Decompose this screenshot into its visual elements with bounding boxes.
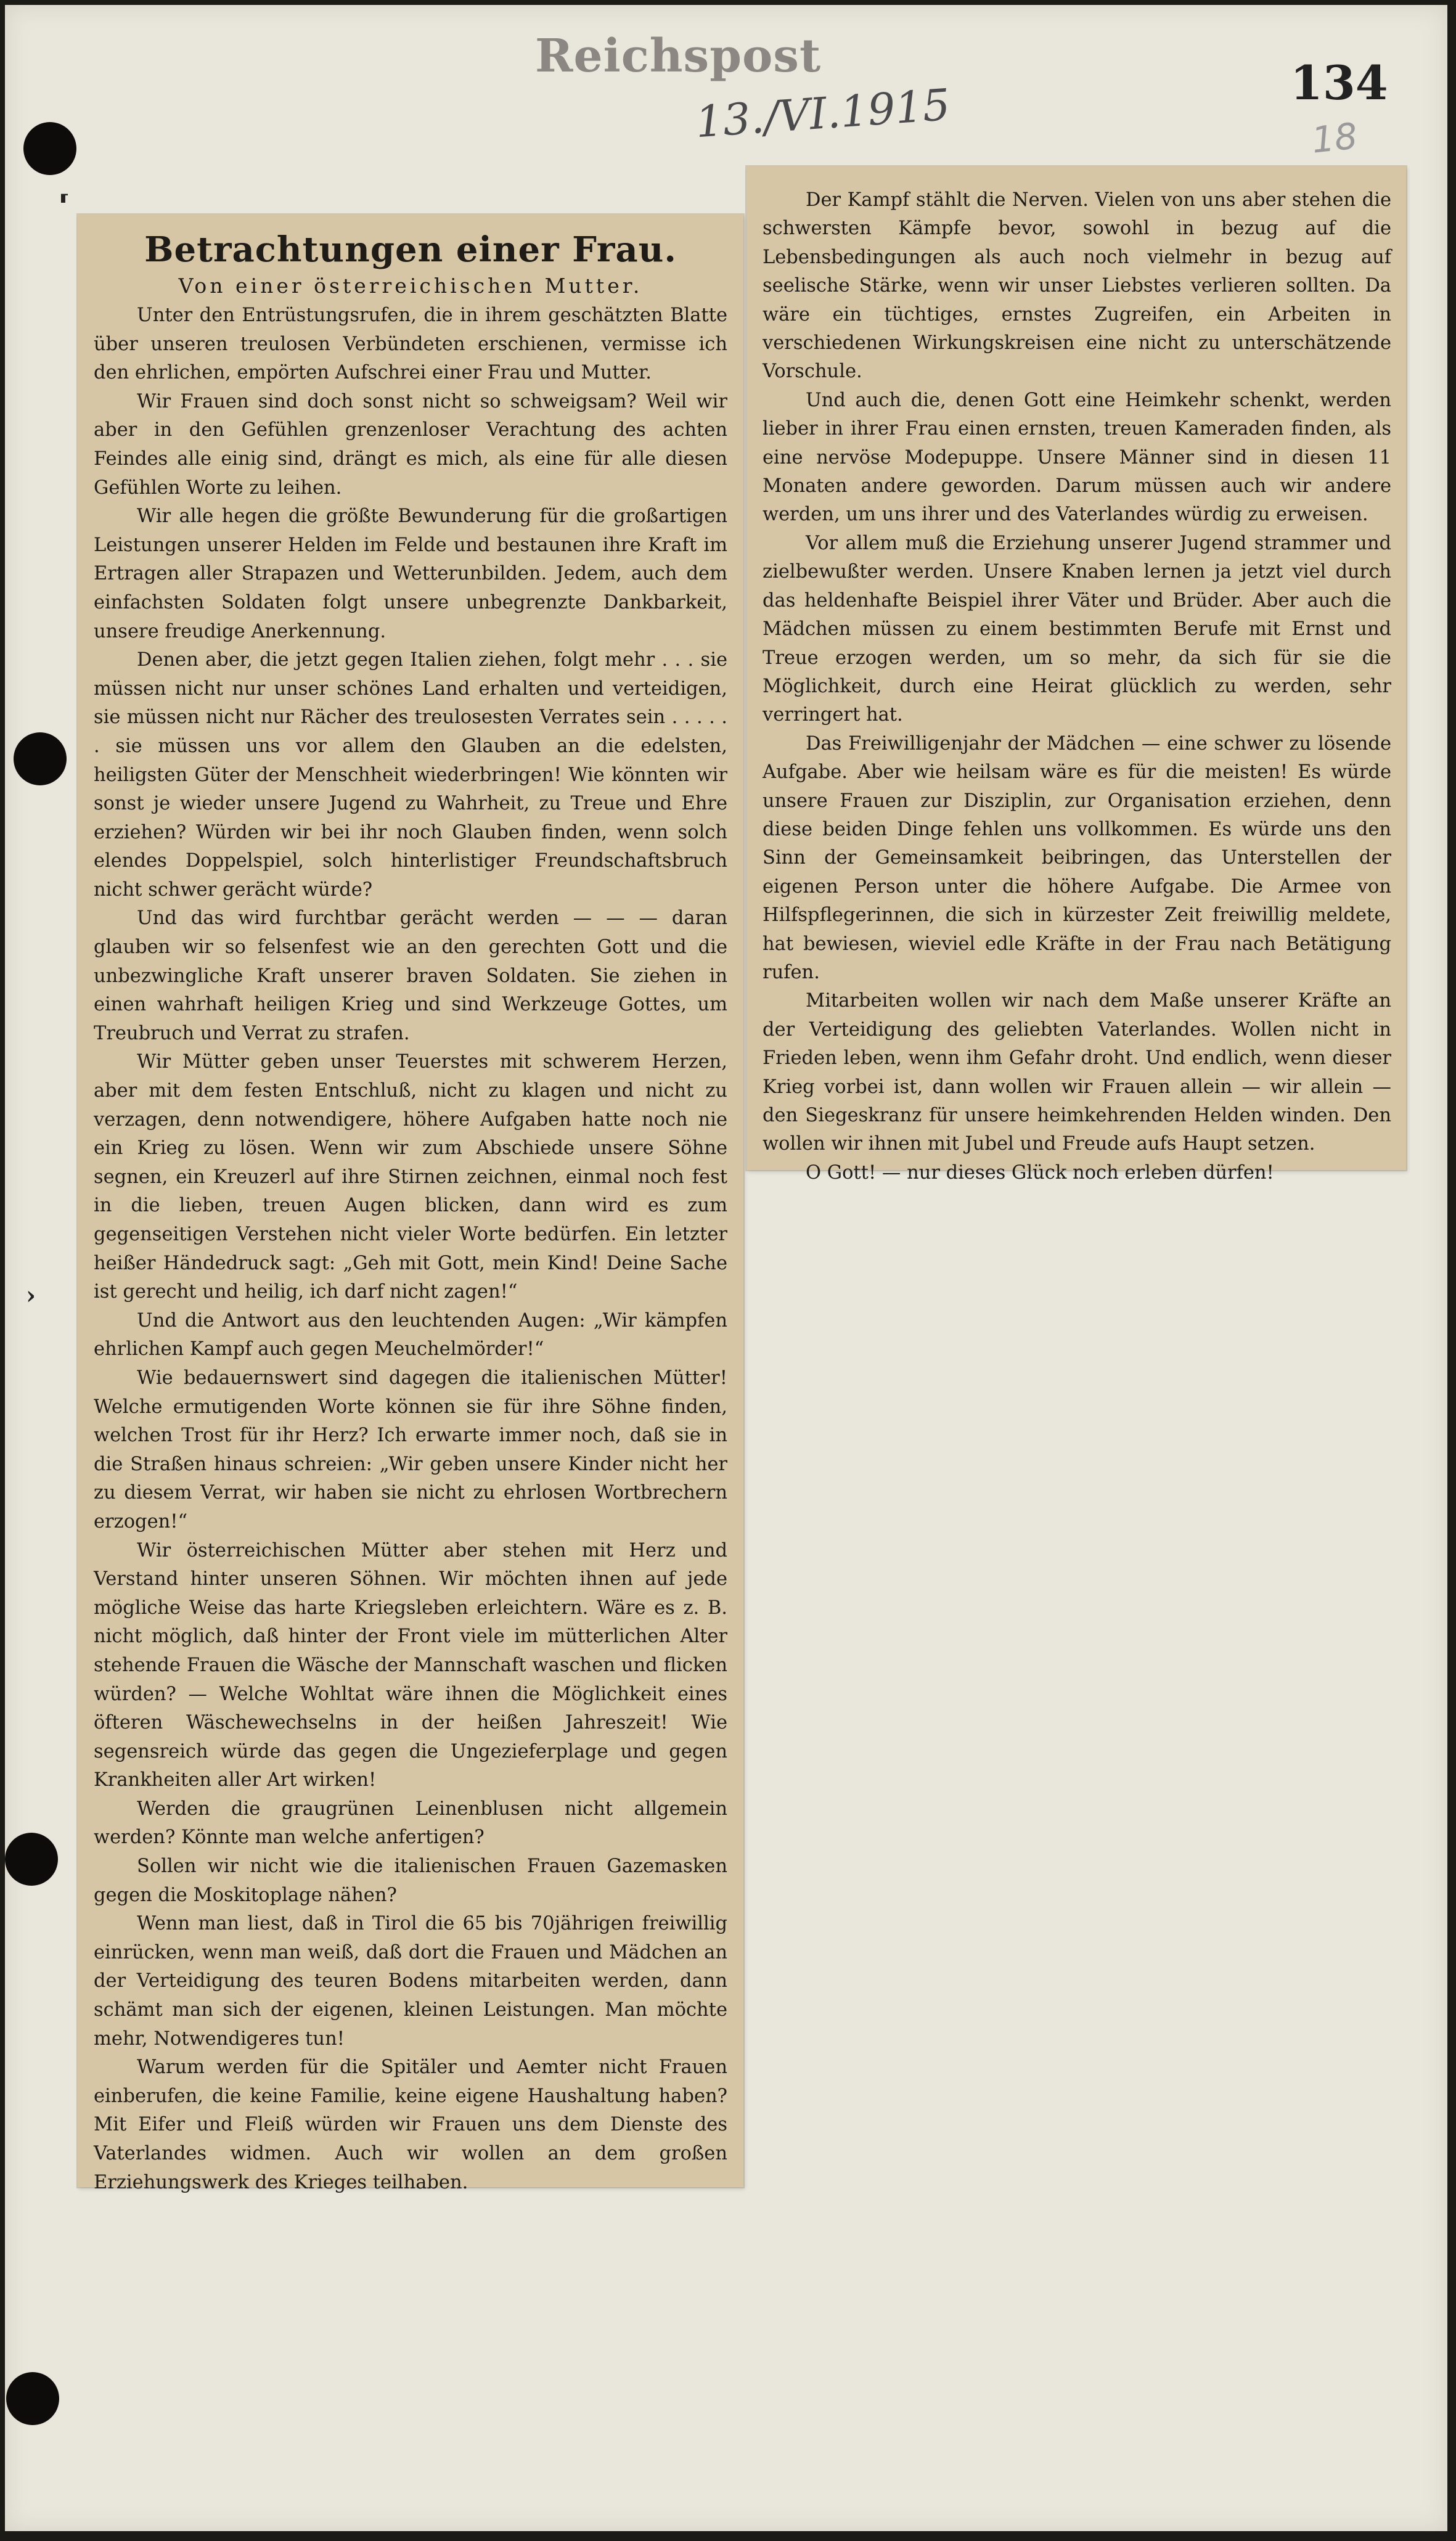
- paragraph: Wenn man liest, daß in Tirol die 65 bis 70jährigen freiwillig einrücken, wenn man weiß, daß dort die Frauen und Mädchen an der Verteidigung des teuren Bodens mitarbeiten werden, dann schämt man sich der eigenen, kleinen Leistungen. Man möchte mehr, Notwendigeres tun!: [94, 1913, 727, 2050]
- paragraph: Wie bedauernswert sind dagegen die italienischen Mütter! Welche ermutigenden Worte können sie für ihre Söhne finden, welchen Trost für ihr Herz? Ich erwarte immer noch, daß sie in die Straßen hinaus schreien: „Wir geben unsere Kinder nicht her zu diesem Verrat, wir haben sie nicht zu ehrlosen Wortbrechern erzogen!“: [94, 1367, 727, 1532]
- left-edge-mark: ⸢: [58, 190, 70, 219]
- page-number: 134: [1290, 55, 1388, 110]
- pencil-number: 18: [1309, 115, 1360, 162]
- paragraph: Und das wird furchtbar gerächt werden — — — daran glauben wir so felsenfest wie an den gerechten Gott und die unbezwingliche Kraft unserer braven Soldaten. Sie ziehen in einen wahrhaft heiligen Krieg und sind Werkzeuge Gottes, um Treubruch und Verrat zu strafen.: [94, 907, 727, 1044]
- paragraph: Wir alle hegen die größte Bewunderung für die großartigen Leistungen unserer Helden im Felde und bestaunen ihre Kraft im Ertragen aller Strapazen und Wetterunbilden. Jedem, auch dem einfachsten Soldaten folgt unsere unbegrenzte Dankbarkeit, unsere freudige Anerkennung.: [94, 505, 727, 642]
- archive-sheet: [5, 5, 1447, 2531]
- paragraph: Das Freiwilligenjahr der Mädchen — eine schwer zu lösende Aufgabe. Aber wie heilsam wäre es für die meisten! Es würde unsere Frauen zur Disziplin, zur Organisation erziehen, denn diese beiden Dinge fehlen uns vollkommen. Es würde uns den Sinn der Gemeinsamkeit beibringen, das Unterstellen der eigenen Person unter die höhere Aufgabe. Die Armee von Hilfspflegerinnen, die sich in kürzester Zeit freiwillig meldete, hat bewiesen, wieviel edle Kräfte in der Frau nach Betätigung rufen.: [763, 732, 1391, 983]
- paragraph: Wir Mütter geben unser Teuerstes mit schwerem Herzen, aber mit dem festen Entschluß, nicht zu klagen und nicht zu verzagen, denn notwendigere, höhere Aufgaben hatte noch nie ein Krieg zu lösen. Wenn wir zum Abschiede unsere Söhne segnen, ein Kreuzerl auf ihre Stirnen zeichnen, einmal noch fest in die lieben, treuen Augen blicken, dann wird es zum gegenseitigen Verstehen nicht vieler Worte bedürfen. Ein letzter heißer Händedruck sagt: „Geh mit Gott, mein Kind! Deine Sache ist gerecht und heilig, ich darf nicht zagen!“: [94, 1051, 727, 1303]
- article-title: Betrachtungen einer Frau.: [144, 229, 677, 270]
- handwritten-date: 13./VI.1915: [693, 79, 952, 148]
- paragraph: Werden die graugrünen Leinenblusen nicht allgemein werden? Könnte man welche anfertigen?: [94, 1798, 727, 1849]
- paragraph: Wir Frauen sind doch sonst nicht so schweigsam? Weil wir aber in den Gefühlen grenzenloser Verachtung des achten Feindes alle einig sind, drängt es mich, als eine für alle diesen Gefühlen Worte zu leihen.: [94, 390, 727, 499]
- newspaper-stamp: Reichspost: [535, 30, 822, 83]
- punch-hole-lower-mid: [5, 1833, 58, 1886]
- clipping-left-column: [78, 215, 743, 2193]
- paragraph: Mitarbeiten wollen wir nach dem Maße unserer Kräfte an der Verteidigung des geliebten Vaterlandes. Wollen nicht in Frieden leben, wenn ihm Gefahr droht. Und endlich, wenn dieser Krieg vorbei ist, dann wollen wir Frauen allein — wir allein — den Siegeskranz für unsere heimkehrenden Helden winden. Den wollen wir ihnen mit Jubel und Freude aufs Haupt setzen.: [763, 990, 1391, 1155]
- paragraph: Warum werden für die Spitäler und Aemter nicht Frauen einberufen, die keine Familie, keine eigene Haushaltung haben? Mit Eifer und Fleiß würden wir Frauen uns dem Dienste des Vaterlandes widmen. Auch wir wollen an dem großen Erziehungswerk des Krieges teilhaben.: [94, 2056, 727, 2193]
- paragraph: Vor allem muß die Erziehung unserer Jugend strammer und zielbewußter werden. Unsere Knaben lernen ja jetzt viel durch das heldenhafte Beispiel ihrer Väter und Brüder. Aber auch die Mädchen müssen zu einem bestimmten Berufe mit Ernst und Treue erzogen werden, um so mehr, da sich für sie die Möglichkeit, durch eine Heirat glücklich zu werden, sehr verringert hat.: [763, 532, 1391, 726]
- paragraph: O Gott! — nur dieses Glück noch erleben dürfen!: [806, 1161, 1274, 1184]
- paragraph: Unter den Entrüstungsrufen, die in ihrem geschätzten Blatte über unseren treulosen Verbündeten erschienen, vermisse ich den ehrlichen, empörten Aufschrei einer Frau und Mutter.: [94, 305, 727, 384]
- article-byline: Von einer österreichischen Mutter.: [178, 274, 643, 298]
- punch-hole-upper-mid: [14, 732, 67, 785]
- clipping-right-column: [746, 166, 1406, 1184]
- paragraph: Sollen wir nicht wie die italienischen Frauen Gazemasken gegen die Moskitoplage nähen?: [94, 1856, 727, 1906]
- punch-hole-top: [23, 122, 76, 175]
- paragraph: Denen aber, die jetzt gegen Italien ziehen, folgt mehr . . . sie müssen nicht nur unser schönes Land erhalten und verteidigen, sie müssen nicht nur Rächer des treulosesten Verrates sein . . . . . . sie müssen uns vor allem den Glauben an die edelsten, heiligsten Güter der Menschheit wiederbringen! Wie könnten wir sonst je wieder unsere Jugend zu Wahrheit, zu Treue und Ehre erziehen? Würden wir bei ihr noch Glauben finden, wenn solch elendes Doppelspiel, solch hinterlistiger Freundschaftsbruch nicht schwer gerächt würde?: [94, 649, 727, 901]
- paragraph: Und auch die, denen Gott eine Heimkehr schenkt, werden lieber in ihrer Frau einen ernsten, treuen Kameraden finden, als eine nervöse Modepuppe. Unsere Männer sind in diesen 11 Monaten andere geworden. Darum müssen auch wir andere werden, um uns ihrer und des Vaterlandes würdig zu erweisen.: [763, 389, 1391, 526]
- paragraph: Und die Antwort aus den leuchtenden Augen: „Wir kämpfen ehrlichen Kampf auch gegen Meuchelmörder!“: [94, 1309, 727, 1361]
- punch-hole-bottom: [6, 2372, 59, 2425]
- paragraph: Wir österreichischen Mütter aber stehen mit Herz und Verstand hinter unseren Söhnen. Wir möchten ihnen auf jede mögliche Weise das harte Kriegsleben erleichtern. Wäre es z. B. nicht möglich, daß hinter der Front viele im mütterlichen Alter stehende Frauen die Wäsche der Mannschaft waschen und flicken würden? — Welche Wohltat wäre ihnen die Möglichkeit eines öfteren Wäschewechselns in der heißen Jahreszeit! Wie segensreich würde das gegen die Ungezieferplage und gegen Krankheiten aller Art wirken!: [94, 1539, 727, 1791]
- paragraph: Der Kampf stählt die Nerven. Vielen von uns aber stehen die schwersten Kämpfe bevor, sowohl in bezug auf die Lebensbedingungen als auch noch vielmehr in bezug auf seelische Stärke, wenn wir unser Liebstes verlieren sollten. Da wäre ein tüchtiges, ernstes Zugreifen, ein Arbeiten in verschiedenen Wirkungskreisen eine nicht zu unterschätzende Vorschule.: [763, 189, 1391, 383]
- left-edge-tick: ›: [26, 1281, 36, 1310]
